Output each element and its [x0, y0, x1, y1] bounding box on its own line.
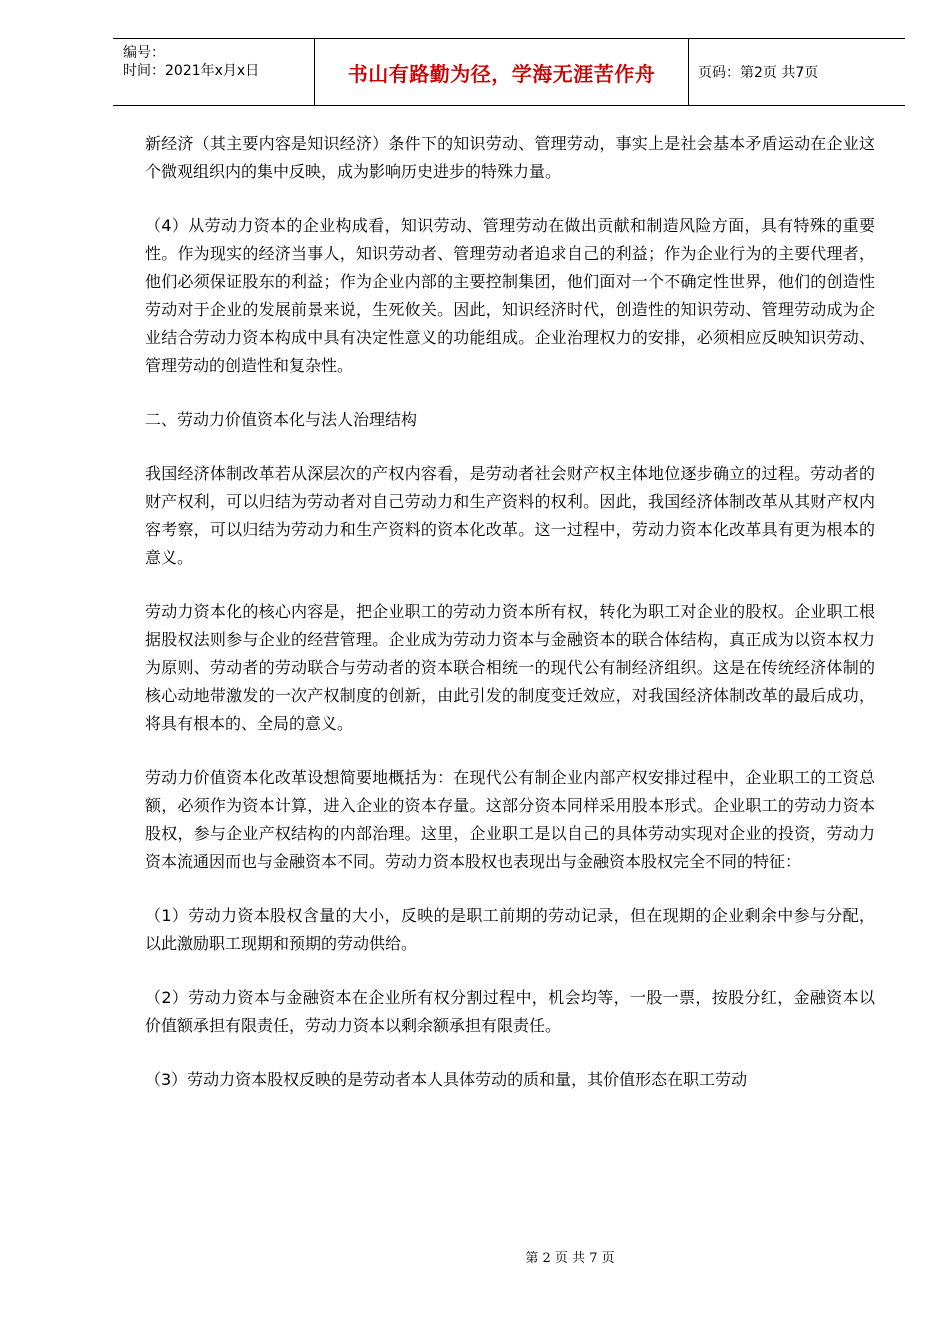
- section-heading: 二、劳动力价值资本化与法人治理结构: [145, 410, 418, 429]
- paragraph: 劳动力资本化的核心内容是，把企业职工的劳动力资本所有权，转化为职工对企业的股权。企业职工根据股权法则参与企业的经营管理。企业成为劳动力资本与金融资本的联合体结构，真正成为以资本权力为原则、劳动者的劳动联合与劳动者的资本联合相统一的现代公有制经济组织。这是在传统经济体制的核心动地带激发的一次产权制度的创新，由此引发的制度变迁效应，对我国经济体制改革的最后成功，将具有根本的、全局的意义。: [145, 602, 875, 733]
- paragraph: （3）劳动力资本股权反映的是劳动者本人具体劳动的质和量，其价值形态在职工劳动: [145, 1070, 748, 1089]
- page-header: [113, 38, 905, 106]
- paragraph: （4）从劳动力资本的企业构成看，知识劳动、管理劳动在做出贡献和制造风险方面，具有特殊的重要性。作为现实的经济当事人，知识劳动者、管理劳动者追求自己的利益；作为企业行为的主要代理者，他们必须保证股东的利益；作为企业内部的主要控制集团，他们面对一个不确定性世界，他们的创造性劳动对于企业的发展前景来说，生死攸关。因此，知识经济时代，创造性的知识劳动、管理劳动成为企业结合劳动力资本构成中具有决定性意义的功能组成。企业治理权力的安排，必须相应反映知识劳动、管理劳动的创造性和复杂性。: [145, 216, 875, 375]
- document-time-label: 时间：2021年x月x日: [123, 63, 260, 79]
- header-motto: 书山有路勤为径，学海无涯苦作舟: [315, 39, 689, 105]
- paragraph: 劳动力价值资本化改革设想简要地概括为：在现代公有制企业内部产权安排过程中，企业职工的工资总额，必须作为资本计算，进入企业的资本存量。这部分资本同样采用股本形式。企业职工的劳动力资本股权，参与企业产权结构的内部治理。这里，企业职工是以自己的具体劳动实现对企业的投资，劳动力资本流通因而也与金融资本不同。劳动力资本股权也表现出与金融资本股权完全不同的特征：: [145, 768, 875, 871]
- paragraph: （2）劳动力资本与金融资本在企业所有权分割过程中，机会均等，一股一票，按股分红，金融资本以价值额承担有限责任，劳动力资本以剩余额承担有限责任。: [145, 988, 875, 1035]
- paragraph: 我国经济体制改革若从深层次的产权内容看，是劳动者社会财产权主体地位逐步确立的过程。劳动者的财产权利，可以归结为劳动者对自己劳动力和生产资料的权利。因此，我国经济体制改革从其财产权内容考察，可以归结为劳动力和生产资料的资本化改革。这一过程中，劳动力资本化改革具有更为根本的意义。: [145, 464, 875, 567]
- header-meta-cell: [113, 39, 315, 105]
- page-footer: 第 2 页 共 7 页: [525, 1251, 615, 1266]
- header-page-number: 页码：第2页 共7页: [698, 65, 819, 81]
- paragraph: 新经济（其主要内容是知识经济）条件下的知识劳动、管理劳动，事实上是社会基本矛盾运动在企业这个微观组织内的集中反映，成为影响历史进步的特殊力量。: [145, 134, 875, 181]
- paragraph: （1）劳动力资本股权含量的大小，反映的是职工前期的劳动记录，但在现期的企业剩余中参与分配，以此激励职工现期和预期的劳动供给。: [145, 906, 875, 953]
- document-number-label: 编号：: [123, 45, 165, 61]
- document-body: [145, 130, 875, 1120]
